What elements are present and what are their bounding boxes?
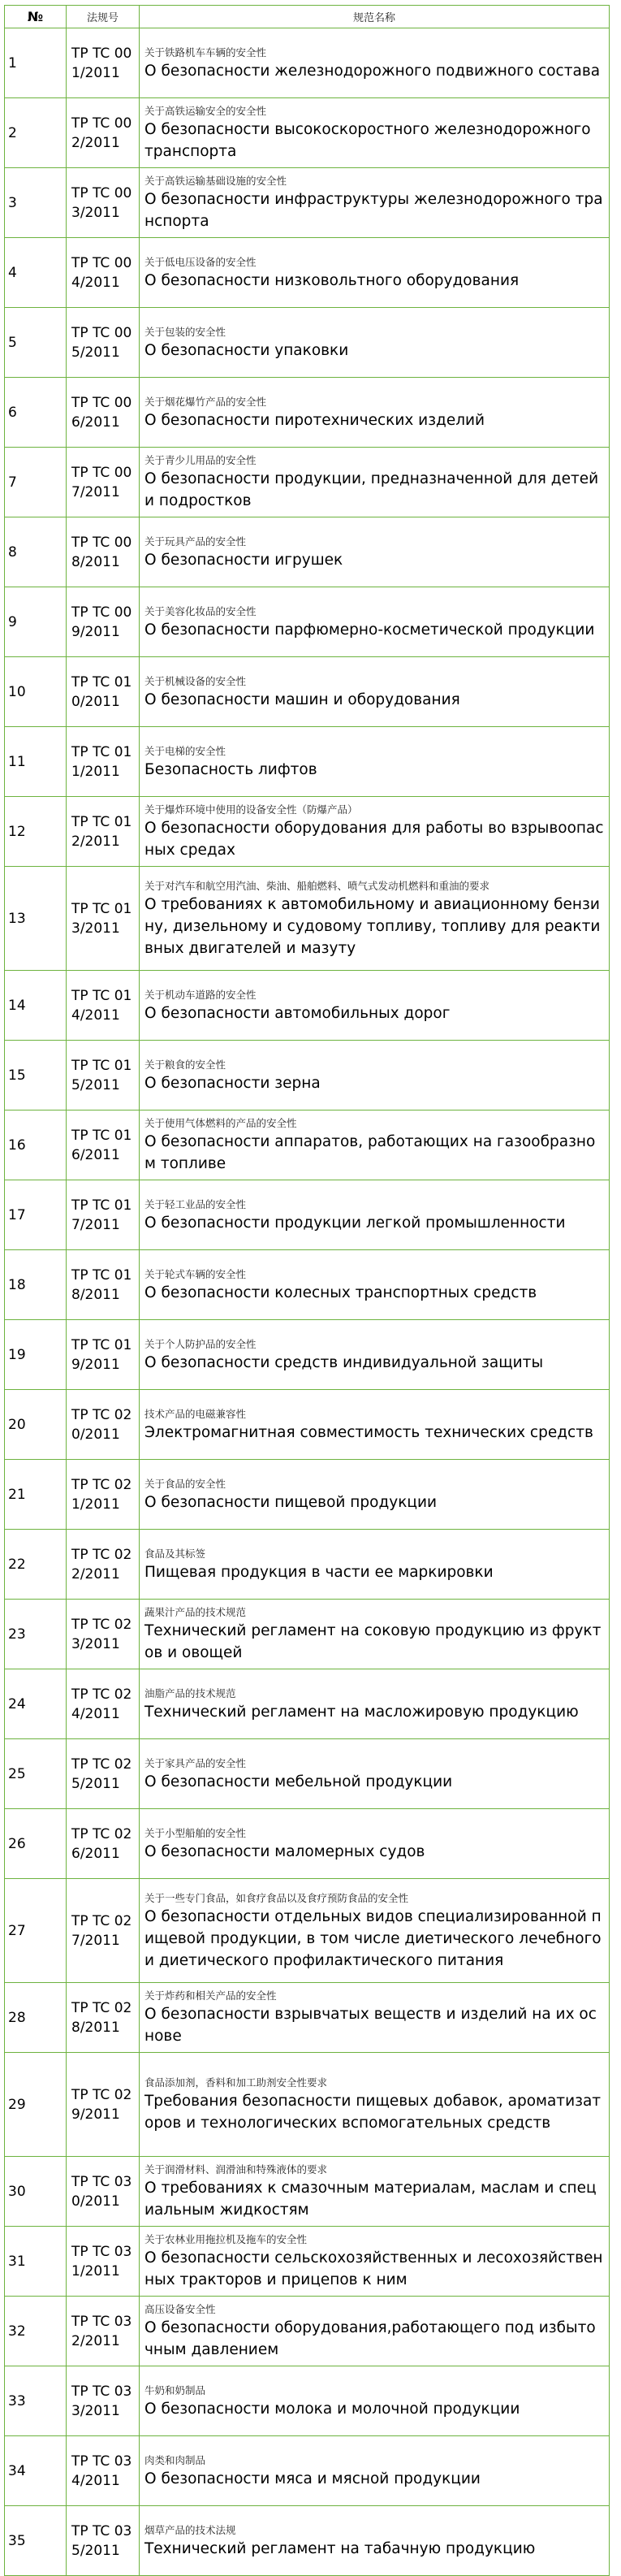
regulation-title-russian: О безопасности оборудования,работающего под избыточным давлением (144, 2319, 596, 2358)
regulation-title-cell (140, 2157, 610, 2227)
regulation-title-cell (140, 1320, 610, 1390)
regulation-title-chinese: 关于农林业用拖拉机及拖车的安全性 (144, 2233, 308, 2245)
table-row (5, 2227, 610, 2297)
table-row (5, 1530, 610, 1600)
table-row (5, 448, 610, 517)
table-row (5, 2297, 610, 2366)
regulation-title-russian: О безопасности продукции легкой промышленности (144, 1214, 566, 1232)
regulation-code: TP TC 021/2011 (67, 1460, 140, 1530)
regulation-title-chinese: 关于美容化妆品的安全性 (144, 604, 257, 617)
row-number: 7 (5, 448, 67, 517)
regulation-title-chinese: 食品及其标签 (144, 1547, 206, 1560)
regulation-title-cell (140, 1530, 610, 1600)
row-number: 18 (5, 1250, 67, 1320)
regulation-title-russian: О безопасности пиротехнических изделий (144, 411, 485, 429)
table-row (5, 971, 610, 1041)
regulation-title-cell (140, 2436, 610, 2506)
regulation-title-russian: О безопасности сельскохозяйственных и лесохозяйственных тракторов и прицепов к ним (144, 2249, 603, 2288)
regulation-title-cell (140, 2506, 610, 2576)
regulation-code: TP TC 032/2011 (67, 2297, 140, 2366)
row-number: 23 (5, 1600, 67, 1669)
table-row (5, 1600, 610, 1669)
regulation-title-cell (140, 1390, 610, 1460)
regulation-title-cell (140, 727, 610, 797)
regulation-code: TP TC 002/2011 (67, 98, 140, 168)
regulation-code: TP TC 027/2011 (67, 1879, 140, 1983)
table-row (5, 1739, 610, 1809)
regulation-code: TP TC 014/2011 (67, 971, 140, 1041)
table-row (5, 867, 610, 971)
regulation-title-chinese: 高压设备安全性 (144, 2303, 216, 2315)
row-number: 34 (5, 2436, 67, 2506)
regulation-title-chinese: 关于粮食的安全性 (144, 1058, 226, 1071)
row-number: 17 (5, 1180, 67, 1250)
regulation-title-cell (140, 168, 610, 238)
regulation-title-chinese: 肉类和肉制品 (144, 2453, 206, 2466)
regulation-title-cell (140, 1739, 610, 1809)
regulation-title-russian: О безопасности низковольтного оборудования (144, 271, 520, 289)
row-number: 8 (5, 517, 67, 587)
regulation-title-russian: Пищевая продукция в части ее маркировки (144, 1563, 494, 1581)
row-number: 30 (5, 2157, 67, 2227)
regulation-title-russian: О безопасности инфраструктуры железнодорожного транспорта (144, 191, 603, 230)
column-header-number: № (5, 6, 67, 28)
regulation-title-russian: О безопасности мебельной продукции (144, 1773, 453, 1790)
table-row (5, 1809, 610, 1879)
row-number: 15 (5, 1041, 67, 1110)
regulation-code: TP TC 018/2011 (67, 1250, 140, 1320)
regulation-title-russian: Электромагнитная совместимость технических средств (144, 1423, 593, 1441)
table-row (5, 1879, 610, 1983)
regulation-code: TP TC 022/2011 (67, 1530, 140, 1600)
table-row (5, 1669, 610, 1739)
regulation-title-chinese: 关于一些专门食品，如食疗食品以及食疗预防食品的安全性 (144, 1891, 409, 1904)
regulation-title-cell (140, 1600, 610, 1669)
regulation-code: TP TC 030/2011 (67, 2157, 140, 2227)
row-number: 33 (5, 2366, 67, 2436)
row-number: 6 (5, 378, 67, 448)
table-row (5, 2436, 610, 2506)
regulation-title-chinese: 关于食品的安全性 (144, 1477, 226, 1490)
table-row (5, 2157, 610, 2227)
table-row (5, 378, 610, 448)
regulation-title-chinese: 关于小型船舶的安全性 (144, 1826, 247, 1839)
regulation-code: TP TC 010/2011 (67, 657, 140, 727)
table-row (5, 1180, 610, 1250)
row-number: 13 (5, 867, 67, 971)
regulation-code: TP TC 011/2011 (67, 727, 140, 797)
regulation-title-cell (140, 971, 610, 1041)
regulation-title-russian: О безопасности автомобильных дорог (144, 1004, 451, 1022)
regulation-code: TP TC 034/2011 (67, 2436, 140, 2506)
regulation-title-chinese: 关于爆炸环境中使用的设备安全性（防爆产品） (144, 803, 358, 816)
row-number: 9 (5, 587, 67, 657)
regulation-code: TP TC 017/2011 (67, 1180, 140, 1250)
regulation-code: TP TC 005/2011 (67, 308, 140, 378)
row-number: 2 (5, 98, 67, 168)
row-number: 12 (5, 797, 67, 867)
table-row (5, 1983, 610, 2053)
regulation-title-cell (140, 1669, 610, 1739)
regulation-title-russian: О безопасности машин и оборудования (144, 691, 460, 708)
table-row (5, 657, 610, 727)
regulation-title-russian: О требованиях к автомобильному и авиационному бензину, дизельному и судовому топливу, топливу для реактивных двигателей и мазуту (144, 895, 601, 957)
regulation-title-cell (140, 2053, 610, 2157)
regulation-title-cell (140, 1250, 610, 1320)
row-number: 5 (5, 308, 67, 378)
row-number: 10 (5, 657, 67, 727)
regulation-title-cell (140, 1809, 610, 1879)
row-number: 35 (5, 2506, 67, 2576)
regulation-title-chinese: 牛奶和奶制品 (144, 2383, 206, 2396)
row-number: 16 (5, 1110, 67, 1180)
regulation-title-russian: О безопасности маломерных судов (144, 1842, 425, 1860)
regulation-title-russian: О безопасности пищевой продукции (144, 1493, 438, 1511)
regulation-title-russian: О безопасности молока и молочной продукции (144, 2400, 520, 2418)
regulation-title-cell (140, 378, 610, 448)
table-row (5, 2053, 610, 2157)
row-number: 4 (5, 238, 67, 308)
regulation-title-chinese: 关于青少儿用品的安全性 (144, 454, 257, 466)
regulation-title-chinese: 食品添加剂，香料和加工助剂安全性要求 (144, 2076, 328, 2089)
table-row (5, 587, 610, 657)
row-number: 14 (5, 971, 67, 1041)
table-row (5, 2506, 610, 2576)
row-number: 32 (5, 2297, 67, 2366)
regulation-code: TP TC 016/2011 (67, 1110, 140, 1180)
table-row (5, 2366, 610, 2436)
regulation-code: TP TC 012/2011 (67, 797, 140, 867)
row-number: 19 (5, 1320, 67, 1390)
regulation-title-chinese: 关于对汽车和航空用汽油、柴油、船舶燃料、喷气式发动机燃料和重油的要求 (144, 879, 490, 892)
regulation-title-chinese: 关于炸药和相关产品的安全性 (144, 1989, 277, 2002)
regulation-title-chinese: 关于高铁运输安全的安全性 (144, 105, 267, 117)
regulation-title-russian: Технический регламент на соковую продукцию из фруктов и овощей (144, 1622, 602, 1661)
regulation-code: TP TC 023/2011 (67, 1600, 140, 1669)
table-row (5, 1250, 610, 1320)
regulation-title-cell (140, 448, 610, 517)
regulation-title-chinese: 关于个人防护品的安全性 (144, 1337, 257, 1350)
table-row (5, 1390, 610, 1460)
column-header-code: 法规号 (67, 6, 140, 28)
regulation-title-cell (140, 867, 610, 971)
row-number: 20 (5, 1390, 67, 1460)
regulation-title-cell (140, 308, 610, 378)
regulation-title-cell (140, 1460, 610, 1530)
table-row (5, 797, 610, 867)
regulation-title-chinese: 油脂产品的技术规范 (144, 1686, 236, 1699)
regulation-title-chinese: 烟草产品的技术法规 (144, 2523, 236, 2536)
table-row (5, 168, 610, 238)
regulation-title-chinese: 关于电梯的安全性 (144, 744, 226, 757)
regulation-title-cell (140, 1041, 610, 1110)
table-row (5, 1041, 610, 1110)
regulation-code: TP TC 026/2011 (67, 1809, 140, 1879)
regulation-title-chinese: 关于高铁运输基础设施的安全性 (144, 175, 287, 187)
regulation-code: TP TC 007/2011 (67, 448, 140, 517)
regulation-title-russian: Технический регламент на табачную продукцию (144, 2539, 536, 2557)
regulation-title-cell (140, 1879, 610, 1983)
regulation-title-russian: О безопасности колесных транспортных средств (144, 1284, 537, 1301)
regulation-title-chinese: 关于包装的安全性 (144, 325, 226, 338)
table-header-row (5, 6, 610, 28)
regulation-title-chinese: 关于铁路机车车辆的安全性 (144, 45, 267, 58)
regulation-title-chinese: 关于机动车道路的安全性 (144, 988, 257, 1001)
regulation-title-cell (140, 587, 610, 657)
regulation-title-russian: О безопасности оборудования для работы во взрывоопасных средах (144, 820, 604, 859)
regulation-code: TP TC 015/2011 (67, 1041, 140, 1110)
regulation-code: TP TC 033/2011 (67, 2366, 140, 2436)
regulation-title-russian: Требования безопасности пищевых добавок, ароматизаторов и технологических вспомогательных средств (144, 2093, 602, 2132)
regulation-code: TP TC 035/2011 (67, 2506, 140, 2576)
row-number: 25 (5, 1739, 67, 1809)
regulation-title-cell (140, 517, 610, 587)
regulation-title-chinese: 关于低电压设备的安全性 (144, 255, 257, 268)
regulation-title-russian: Технический регламент на масложировую продукцию (144, 1703, 579, 1721)
row-number: 24 (5, 1669, 67, 1739)
table-row (5, 1110, 610, 1180)
regulation-code: TP TC 003/2011 (67, 168, 140, 238)
regulation-title-russian: О безопасности железнодорожного подвижного состава (144, 62, 601, 80)
regulation-title-cell (140, 2297, 610, 2366)
regulation-title-chinese: 关于轮式车辆的安全性 (144, 1267, 247, 1280)
regulation-title-chinese: 关于轻工业品的安全性 (144, 1197, 247, 1210)
regulation-code: TP TC 031/2011 (67, 2227, 140, 2297)
regulation-code: TP TC 028/2011 (67, 1983, 140, 2053)
row-number: 27 (5, 1879, 67, 1983)
regulation-title-russian: О безопасности игрушек (144, 551, 343, 569)
table-row (5, 727, 610, 797)
row-number: 11 (5, 727, 67, 797)
row-number: 29 (5, 2053, 67, 2157)
regulation-title-russian: Безопасность лифтов (144, 760, 317, 778)
regulation-code: TP TC 004/2011 (67, 238, 140, 308)
table-row (5, 1320, 610, 1390)
table-body (5, 28, 610, 2576)
regulation-title-russian: О безопасности аппаратов, работающих на газообразном топливе (144, 1133, 596, 1172)
regulation-title-cell (140, 1983, 610, 2053)
regulation-title-cell (140, 2366, 610, 2436)
row-number: 26 (5, 1809, 67, 1879)
table-row (5, 308, 610, 378)
regulation-title-chinese: 关于烟花爆竹产品的安全性 (144, 395, 267, 408)
regulation-code: TP TC 019/2011 (67, 1320, 140, 1390)
regulation-code: TP TC 009/2011 (67, 587, 140, 657)
regulation-title-russian: О безопасности отдельных видов специализированной пищевой продукции, в том числе диетического лечебного и диетического профилактического питания (144, 1907, 602, 1969)
column-header-title: 规范名称 (140, 6, 610, 28)
regulation-title-cell (140, 238, 610, 308)
regulation-code: TP TC 029/2011 (67, 2053, 140, 2157)
regulation-title-cell (140, 28, 610, 98)
row-number: 21 (5, 1460, 67, 1530)
table-row (5, 28, 610, 98)
regulation-title-cell (140, 2227, 610, 2297)
regulation-title-russian: О безопасности взрывчатых веществ и изделий на их основе (144, 2006, 597, 2045)
regulation-code: TP TC 020/2011 (67, 1390, 140, 1460)
regulation-title-russian: О безопасности парфюмерно-косметической продукции (144, 621, 595, 639)
row-number: 3 (5, 168, 67, 238)
row-number: 22 (5, 1530, 67, 1600)
row-number: 31 (5, 2227, 67, 2297)
regulation-code: TP TC 013/2011 (67, 867, 140, 971)
regulation-title-russian: О безопасности зерна (144, 1074, 321, 1092)
regulation-code: TP TC 024/2011 (67, 1669, 140, 1739)
regulation-title-cell (140, 657, 610, 727)
table-row (5, 517, 610, 587)
regulation-title-chinese: 关于使用气体燃料的产品的安全性 (144, 1117, 297, 1129)
regulation-title-russian: О безопасности средств индивидуальной защиты (144, 1353, 544, 1371)
regulation-title-cell (140, 98, 610, 168)
row-number: 1 (5, 28, 67, 98)
regulation-title-russian: О безопасности мяса и мясной продукции (144, 2470, 481, 2487)
regulation-title-chinese: 蔬果汁产品的技术规范 (144, 1606, 247, 1618)
regulation-title-russian: О безопасности упаковки (144, 341, 349, 359)
row-number: 28 (5, 1983, 67, 2053)
regulation-title-chinese: 关于家具产品的安全性 (144, 1756, 247, 1769)
regulation-title-russian: О требованиях к смазочным материалам, маслам и специальным жидкостям (144, 2180, 597, 2219)
table-row (5, 98, 610, 168)
regulation-title-russian: О безопасности продукции, предназначенной для детей и подростков (144, 470, 599, 509)
regulation-code: TP TC 006/2011 (67, 378, 140, 448)
regulation-title-chinese: 关于玩具产品的安全性 (144, 535, 247, 548)
regulation-code: TP TC 025/2011 (67, 1739, 140, 1809)
regulation-code: TP TC 001/2011 (67, 28, 140, 98)
regulation-title-russian: О безопасности высокоскоростного железнодорожного транспорта (144, 121, 591, 160)
regulation-title-chinese: 关于机械设备的安全性 (144, 674, 247, 687)
table-row (5, 238, 610, 308)
regulation-title-cell (140, 797, 610, 867)
regulation-title-chinese: 技术产品的电磁兼容性 (144, 1407, 247, 1420)
regulation-title-cell (140, 1110, 610, 1180)
regulation-code: TP TC 008/2011 (67, 517, 140, 587)
regulation-title-chinese: 关于润滑材料、润滑油和特殊液体的要求 (144, 2163, 328, 2176)
table-row (5, 1460, 610, 1530)
regulation-title-cell (140, 1180, 610, 1250)
regulations-table (4, 5, 610, 2576)
